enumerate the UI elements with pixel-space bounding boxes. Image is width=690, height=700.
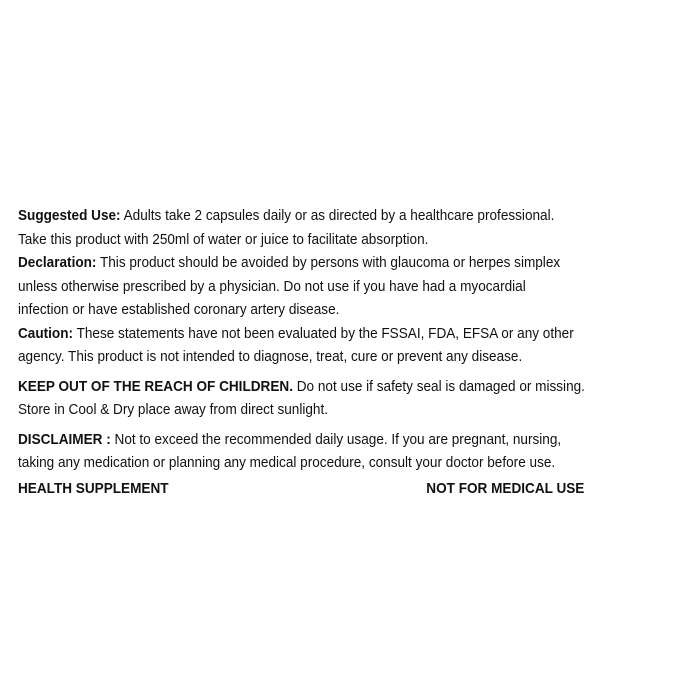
keep-out-section bbox=[18, 376, 676, 423]
declaration-heading: Declaration: bbox=[18, 255, 97, 271]
declaration-text-2: unless otherwise prescribed by a physician. Do not use if you have had a myocardial bbox=[18, 278, 526, 295]
suggested-use-line-1 bbox=[18, 205, 676, 229]
caution-line-1 bbox=[18, 323, 676, 347]
suggested-use-text-1: Adults take 2 capsules daily or as directed by a healthcare professional. bbox=[120, 208, 555, 224]
declaration-text-3: infection or have established coronary artery disease. bbox=[18, 302, 340, 318]
declaration-section bbox=[18, 252, 676, 323]
not-for-medical-use-label: NOT FOR MEDICAL USE bbox=[426, 480, 585, 497]
keep-out-heading: KEEP OUT OF THE REACH OF CHILDREN. bbox=[18, 378, 293, 395]
declaration-text-1: This product should be avoided by persons with glaucoma or herpes simplex bbox=[96, 255, 561, 271]
suggested-use-section bbox=[18, 205, 676, 252]
disclaimer-text-1: Not to exceed the recommended daily usage. If you are pregnant, nursing, bbox=[110, 431, 562, 448]
suggested-use-heading: Suggested Use: bbox=[18, 208, 121, 224]
health-supplement-label: HEALTH SUPPLEMENT bbox=[18, 480, 169, 497]
disclaimer-text-2: taking any medication or planning any medical procedure, consult your doctor before use. bbox=[18, 455, 556, 471]
product-label-text bbox=[18, 205, 676, 502]
disclaimer-heading: DISCLAIMER : bbox=[18, 431, 111, 448]
caution-heading: Caution: bbox=[18, 325, 74, 342]
keep-out-text-1: Do not use if safety seal is damaged or missing. bbox=[292, 378, 585, 395]
disclaimer-line-1 bbox=[18, 429, 676, 453]
declaration-line-1 bbox=[18, 252, 676, 276]
caution-section bbox=[18, 323, 676, 370]
keep-out-text-2: Store in Cool & Dry place away from direct sunlight. bbox=[18, 402, 329, 418]
suggested-use-text-2: Take this product with 250ml of water or juice to facilitate absorption. bbox=[18, 231, 429, 248]
keep-out-line-1 bbox=[18, 376, 676, 400]
caution-text-1: These statements have not been evaluated by the FSSAI, FDA, EFSA or any other bbox=[73, 325, 574, 342]
caution-text-2: agency. This product is not intended to diagnose, treat, cure or prevent any disease. bbox=[18, 349, 523, 365]
disclaimer-section bbox=[18, 429, 676, 476]
label-footer bbox=[18, 478, 676, 502]
